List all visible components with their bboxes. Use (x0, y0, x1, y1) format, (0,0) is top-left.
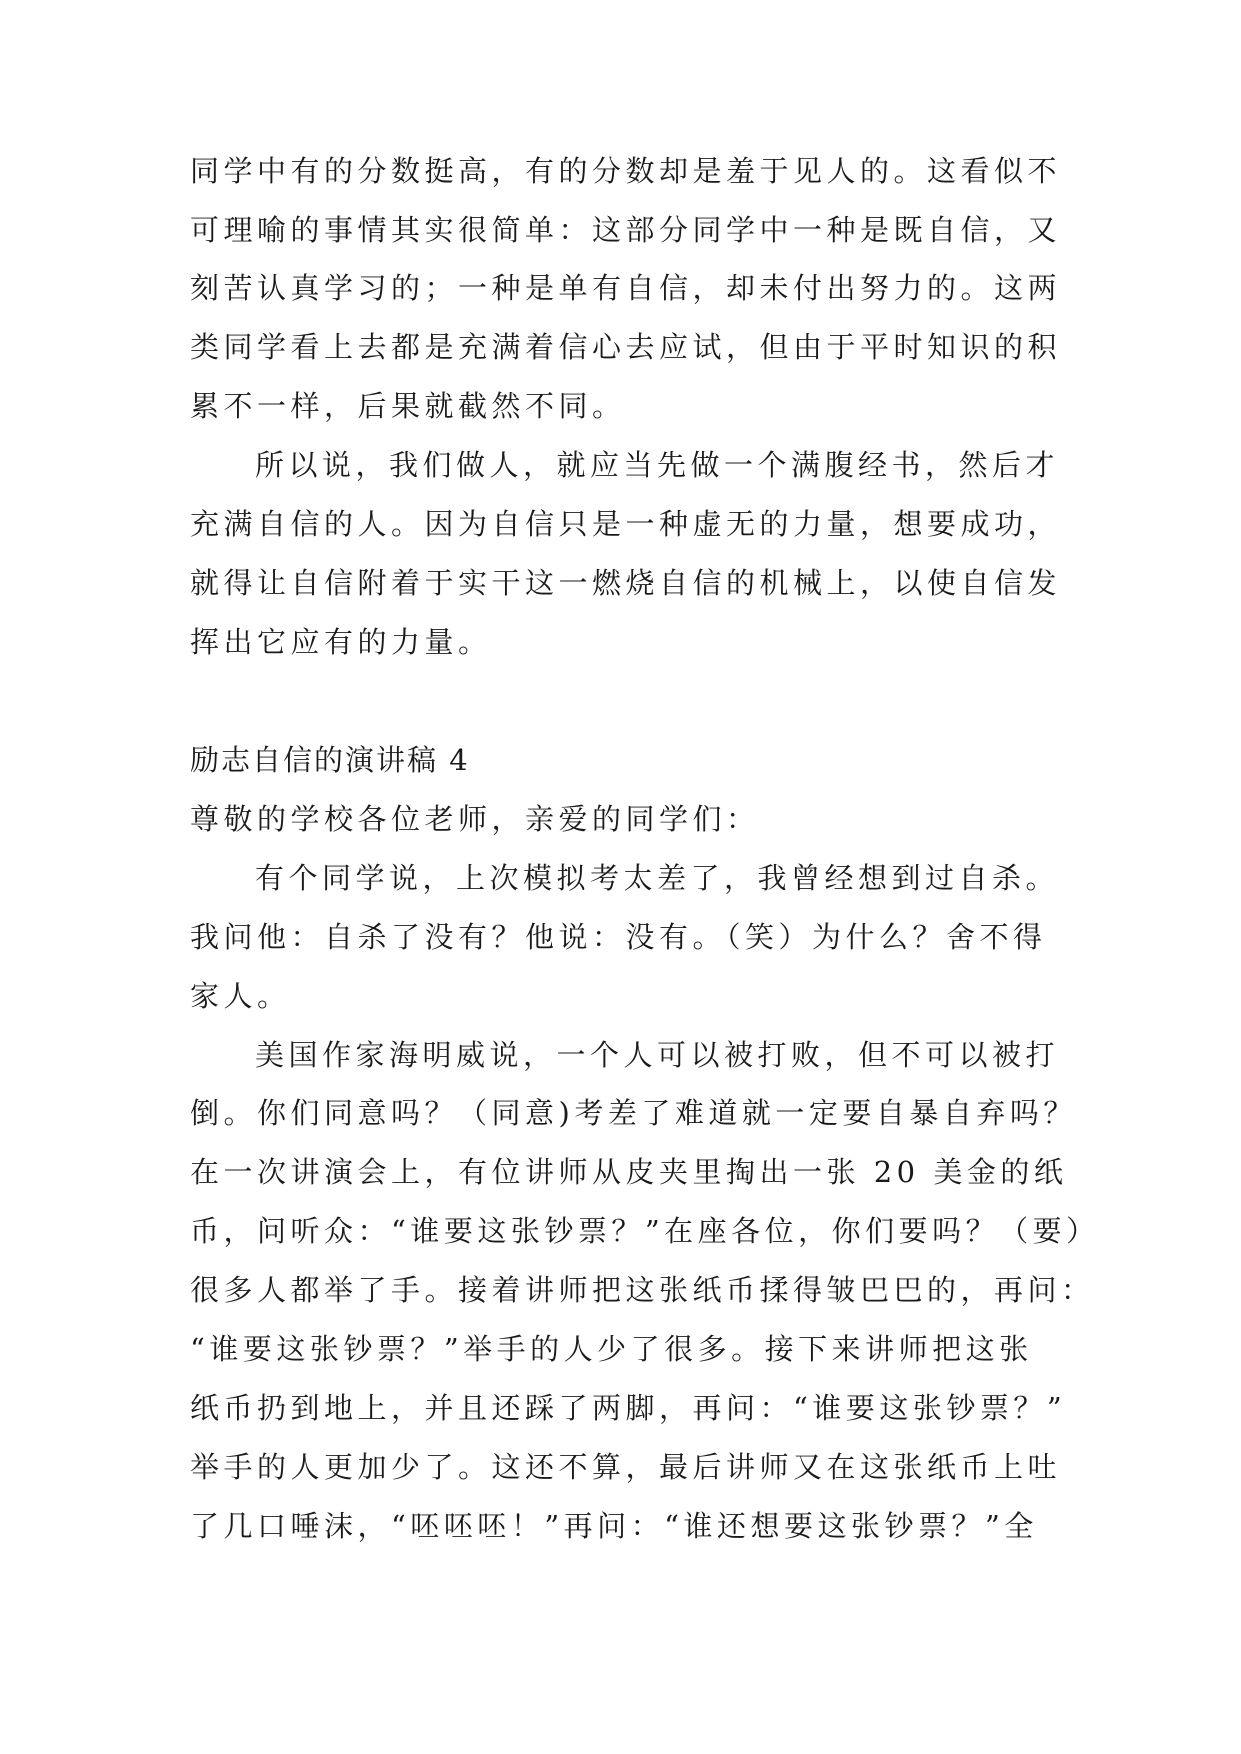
paragraph-1-line-4: 类同学看上去都是充满着信心去应试，但由于平时知识的积 (190, 330, 1062, 364)
paragraph-2-line-4: 挥出它应有的力量。 (190, 625, 492, 659)
section-title: 励志自信的演讲稿 4 (190, 743, 470, 777)
paragraph-4-line-7: 纸币扔到地上，并且还踩了两脚，再问：“谁要这张钞票？” (190, 1391, 1067, 1425)
paragraph-4-line-4: 币，问听众：“谁要这张钞票？”在座各位，你们要吗？（要） (190, 1214, 1100, 1248)
paragraph-4-line-2: 倒。你们同意吗？（同意)考差了难道就一定要自暴自弃吗？ (190, 1096, 1077, 1130)
paragraph-1-line-2: 可理喻的事情其实很简单：这部分同学中一种是既自信，又 (190, 213, 1062, 247)
paragraph-2-line-1: 所以说，我们做人，就应当先做一个满腹经书，然后才 (255, 448, 1060, 482)
paragraph-3-line-2: 我问他：自杀了没有？他说：没有。（笑）为什么？舍不得 (190, 920, 1047, 954)
paragraph-4-line-3: 在一次讲演会上，有位讲师从皮夹里掏出一张 20 美金的纸 (190, 1155, 1068, 1189)
paragraph-4-line-6: “谁要这张钞票？”举手的人少了很多。接下来讲师把这张 (190, 1332, 1033, 1366)
paragraph-2-line-2: 充满自信的人。因为自信只是一种虚无的力量，想要成功， (190, 507, 1062, 541)
paragraph-3-line-3: 家人。 (190, 979, 291, 1013)
paragraph-2-line-3: 就得让自信附着于实干这一燃烧自信的机械上，以使自信发 (190, 566, 1062, 600)
paragraph-4-line-9: 了几口唾沫，“呸呸呸！”再问：“谁还想要这张钞票？”全 (190, 1509, 1038, 1543)
paragraph-1-line-3: 刻苦认真学习的；一种是单有自信，却未付出努力的。这两 (190, 271, 1062, 305)
paragraph-4-line-8: 举手的人更加少了。这还不算，最后讲师又在这张纸币上吐 (190, 1450, 1062, 1484)
paragraph-1-line-5: 累不一样，后果就截然不同。 (190, 389, 626, 423)
paragraph-4-line-1: 美国作家海明威说，一个人可以被打败，但不可以被打 (255, 1038, 1060, 1072)
salutation: 尊敬的学校各位老师，亲爱的同学们： (190, 802, 760, 836)
paragraph-4-line-5: 很多人都举了手。接着讲师把这张纸币揉得皱巴巴的，再问： (190, 1273, 1095, 1307)
paragraph-3-line-1: 有个同学说，上次模拟考太差了，我曾经想到过自杀。 (255, 861, 1060, 895)
paragraph-1-line-1: 同学中有的分数挺高，有的分数却是羞于见人的。这看似不 (190, 154, 1062, 188)
